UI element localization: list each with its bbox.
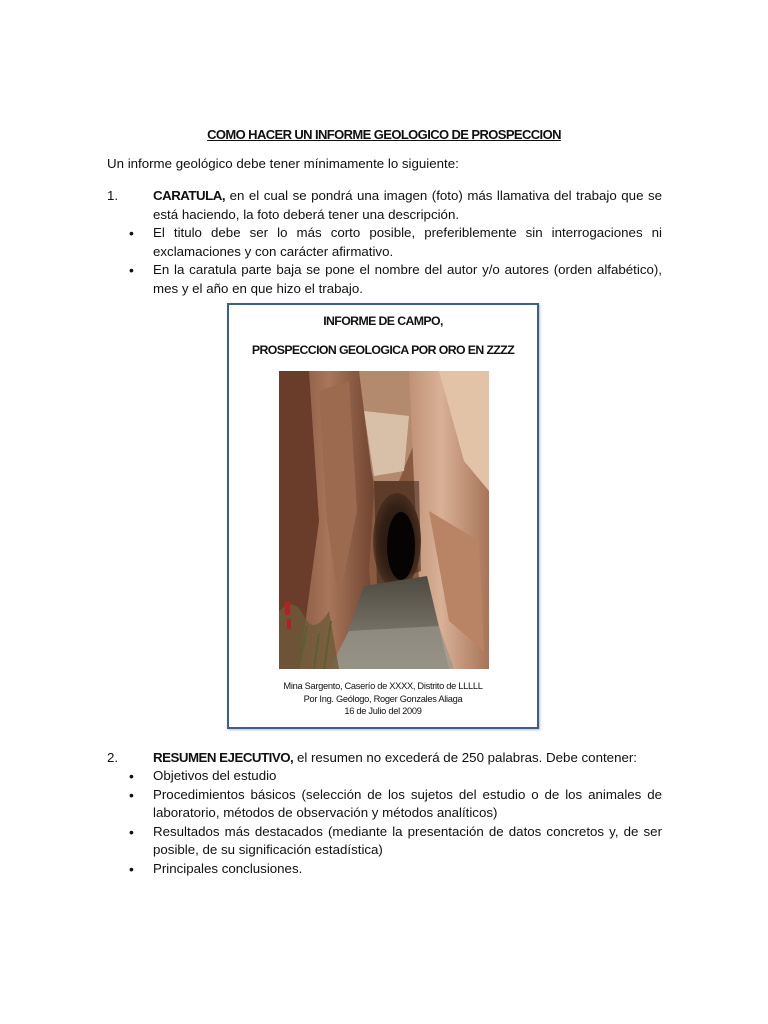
cover-caption [229, 680, 537, 718]
cover-title-line-1: INFORME DE CAMPO, [323, 314, 443, 328]
cover-title-line-2: PROSPECCION GEOLOGICA POR ORO EN ZZZZ [251, 343, 515, 357]
cover-caption-line: Mina Sargento, Caserío de XXXX, Distrito de LLLLL [283, 681, 483, 691]
page-title: COMO HACER UN INFORME GEOLOGICO DE PROSPECCION [207, 127, 561, 142]
section-1-heading: CARATULA, [153, 188, 226, 203]
section-1-text: en el cual se pondrá una imagen (foto) más llamativa del trabajo que se está haciendo, la foto deberá tener una descripción. [153, 188, 662, 222]
list-item: • En la caratula parte baja se pone el nombre del autor y/o autores (orden alfabético), mes y el año en que hizo el trabajo. [125, 261, 662, 298]
list-item: • Procedimientos básicos (selección de los sujetos del estudio o de los animales de laboratorio, métodos de observación y métodos analíticos) [125, 786, 662, 823]
section-2-paragraph [153, 749, 662, 768]
section-2-text: el resumen no excederá de 250 palabras. Debe contener: [293, 750, 637, 765]
cover-caption-line: 16 de Julio del 2009 [344, 706, 422, 716]
section-2-heading: RESUMEN EJECUTIVO, [153, 750, 294, 765]
cover-caption-line: Por Ing. Geólogo, Roger Gonzales Aliaga [303, 693, 463, 704]
list-item: • Objetivos del estudio [125, 767, 662, 786]
section-1-bullets [125, 224, 662, 298]
cover-photo-mine-tunnel [279, 371, 489, 669]
section-1-paragraph [153, 187, 662, 224]
intro-text: Un informe geológico debe tener mínimamente lo siguiente: [107, 156, 459, 171]
list-item: • Principales conclusiones. [125, 860, 662, 879]
section-2-bullets [125, 767, 662, 878]
section-2-number: 2. [107, 750, 119, 765]
list-item: • El titulo debe ser lo más corto posible, preferiblemente sin interrogaciones ni exclamaciones y con carácter afirmativo. [125, 224, 662, 261]
cover-page-box [227, 303, 539, 729]
section-1-number: 1. [107, 188, 119, 203]
list-item: • Resultados más destacados (mediante la presentación de datos concretos y, de ser posible, de su significación estadística) [125, 823, 662, 860]
